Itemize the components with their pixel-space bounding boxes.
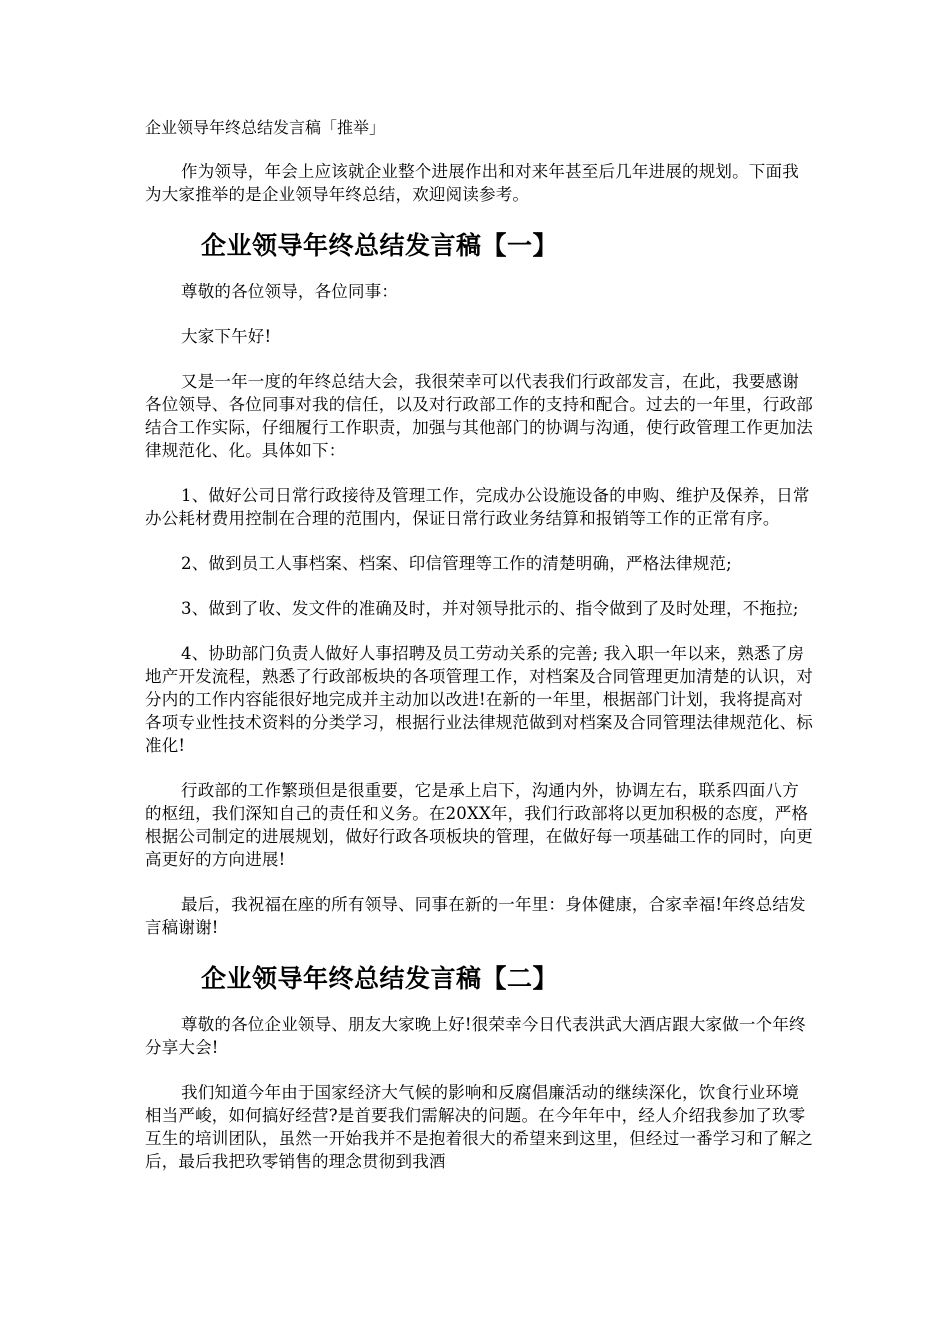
section-1	[145, 228, 815, 939]
section-1-paragraph: 行政部的工作繁琐但是很重要，它是承上启下，沟通内外，协调左右，联系四面八方的枢纽，我们深知自己的责任和义务。在20XX年，我们行政部将以更加积极的态度，严格根据公司制定的进展规划，做好行政各项板块的管理，在做好每一项基础工作的同时，向更高更好的方向进展!	[145, 781, 813, 869]
section-1-salutation: 大家下午好!	[181, 327, 272, 346]
section-1-item-4: 4、协助部门负责人做好人事招聘及员工劳动关系的完善; 我入职一年以来，熟悉了房地产开发流程，熟悉了行政部板块的各项管理工作，对档案及合同管理更加清楚的认识，对分内的工作内容能很好地完成并主动加以改进!在新的一年里，根据部门计划，我将提高对各项专业性技术资料的分类学习，根据行业法律规范做到对档案及合同管理法律规范化、标准化!	[145, 644, 813, 755]
section-2	[145, 961, 815, 1173]
section-1-closing: 最后，我祝福在座的所有领导、同事在新的一年里：身体健康，合家幸福!年终总结发言稿谢谢!	[145, 895, 806, 937]
section-1-item-2: 2、做到员工人事档案、档案、印信管理等工作的清楚明确，严格法律规范;	[181, 554, 732, 573]
document-title: 企业领导年终总结发言稿「推举」	[145, 118, 386, 137]
section-2-paragraph: 我们知道今年由于国家经济大气候的影响和反腐倡廉活动的继续深化，饮食行业环境相当严峻，如何搞好经营?是首要我们需解决的问题。在今年年中，经人介绍我参加了玖零互生的培训团队，虽然一开始我并不是抱着很大的希望来到这里，但经过一番学习和了解之后，最后我把玖零销售的理念贯彻到我酒	[145, 1083, 813, 1171]
section-1-heading: 企业领导年终总结发言稿【一】	[201, 231, 559, 260]
section-1-paragraph: 又是一年一度的年终总结大会，我很荣幸可以代表我们行政部发言，在此，我要感谢各位领导、各位同事对我的信任，以及对行政部工作的支持和配合。过去的一年里，行政部结合工作实际，仔细履行工作职责，加强与其他部门的协调与沟通，使行政管理工作更加法律规范化、化。具体如下：	[145, 372, 813, 460]
section-1-greeting: 尊敬的各位领导，各位同事：	[181, 282, 399, 301]
section-2-greeting: 尊敬的各位企业领导、朋友大家晚上好!很荣幸今日代表洪武大酒店跟大家做一个年终分享大会!	[145, 1015, 806, 1057]
intro-paragraph: 作为领导，年会上应该就企业整个进展作出和对来年甚至后几年进展的规划。下面我为大家推举的是企业领导年终总结，欢迎阅读参考。	[145, 162, 799, 204]
section-2-heading: 企业领导年终总结发言稿【二】	[201, 964, 559, 993]
section-1-item-3: 3、做到了收、发文件的准确及时，并对领导批示的、指令做到了及时处理，不拖拉;	[181, 599, 799, 618]
document-page	[145, 116, 815, 1195]
section-1-item-1: 1、做好公司日常行政接待及管理工作，完成办公设施设备的申购、维护及保养，日常办公耗材费用控制在合理的范围内，保证日常行政业务结算和报销等工作的正常有序。	[145, 486, 810, 528]
